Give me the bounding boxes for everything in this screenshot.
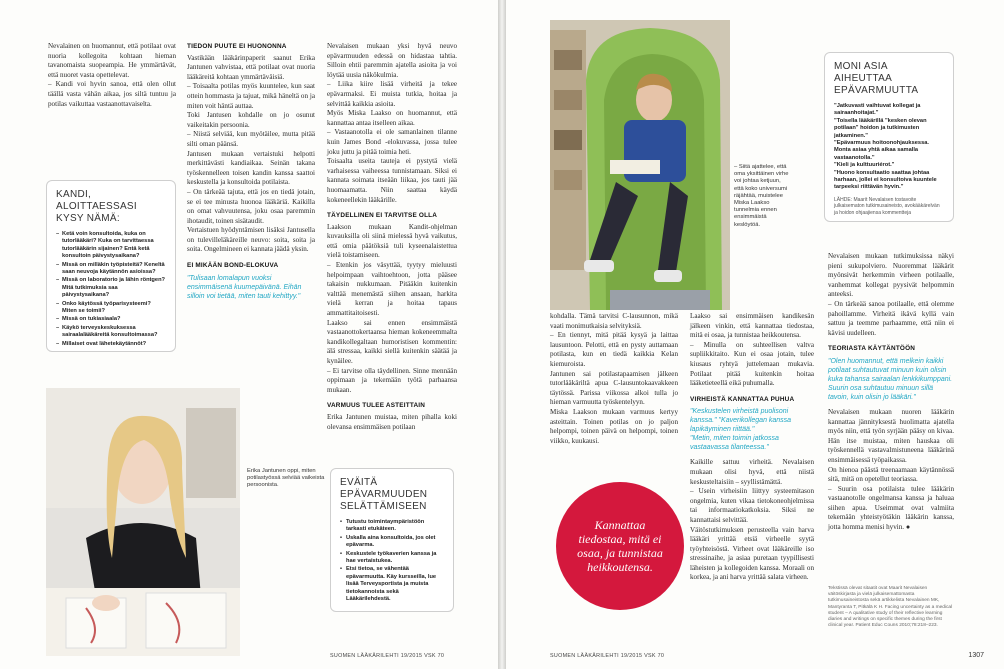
page-gutter (498, 0, 506, 669)
list-item: – Missä on milläkin työpisteitä? Keneltä saan neuvoja käytännön asioissa? (56, 262, 166, 277)
tips-box (330, 468, 454, 612)
box-source: LÄHDE: Maarit Nevalaisen tostavoite julkaisematon tutkimusaineisto, avokääkärelvän ja hoidon ohjaajiensa kommentteja (834, 196, 940, 216)
pull-quote-circle (556, 482, 684, 610)
column-3-text: Nevalaisen mukaan yksi hyvä neuvo epävarmuuden edessä on hidastaa tahtia. Silloin ehtii paremmin ajatella asioita ja voi löytää uusia näkökulmia. – Liika kiire lisää virheitä ja tekee epävarmaksi. Ei muista tutkia, hoitaa ja selvittää kaikkia asioita. Myös Miska Laakso on huomannut, että kannattaa antaa itselleen aikaa. – Vastaanotolla ei ole samanlainen tilanne kuin James Bond -elokuvassa, jossa tulee joku juttu ja pitää toimia heti. Toisaalta useita tauteja ei pystytä vielä varhaisessa vaiheessa tunnistamaan. Siksi ei kannata soimata itseään liikaa, jos tauti jää huomaamatta. Niin saattaa käydä kokeneellekin lääkärille. (327, 42, 457, 204)
list-item: • Etsi tietoa, se vähentää epävarmuutta. Käy kursseilla, lue lisää Terveysportista ja muista tietokannoista sekä Lääkärilehdestä. (340, 566, 444, 603)
quote-item: "Jatkuvasti vaihtuvat kollegat ja sairaanhoitajat." (834, 103, 921, 117)
photo-illustration (46, 388, 240, 656)
quote-item: "Epävarmuus hoitoonohjauksessa. Monta asiaa yhtä aikaa samalla vastaanotolla." (834, 140, 929, 161)
list-item: • Keskustele työkaverien kanssa ja hae vertaistukea. (340, 551, 444, 566)
subheading: VIRHEISTÄ KANNATTAA PUHUA (690, 395, 795, 403)
column-a-text: kohdalla. Tämä tarvitsi C-lausunnon, mikä vaati monimutkaisia selvityksiä. – En tiennyt, mitä pitää kysyä ja laittaa lausuntoon. Pelotti, että en pysty auttamaan potilasta, kun en tiedä kaikkia Kelan kiemuroista. Jantunen sai potilastapaamisen jälkeen tutorlääkäriltä apua C-lausuntokaavakkeen täytössä. Parissa viikossa alkoi tulla jo hieman varmuutta työskentelyyn. Miska Laakson mukaan varmuus kertyy asteittain. Toinen potilas on jo paljon helpompi, toinen päivä on helpompi, toinen viikko, kuukausi. (550, 312, 678, 445)
subheading: TÄYDELLINEN EI TARVITSE OLLA (327, 212, 438, 220)
page-footer: SUOMEN LÄÄKÄRILEHTI 19/2015 VSK 70 (550, 653, 665, 659)
photo-erika (46, 388, 240, 656)
checklist-list (56, 231, 166, 348)
column-3-text: Laakson mukaan Kandit-ohjelman kuvauksilla oli siinä mielessä hyvä vaikutus, että omia päätöksiä tuli kyseenalaistettua vielä toistamiseen. – Etenkin jos väsyttää, tyytyy mieluusti helpoimpaan vaihtoehtoon, jotta pääsee takaisin nukkumaan. Pitääkin kuitenkin valttää menemästä siihen ansaan, harkita vielä kerran ja hoitaa tapaus ammattitaitoisesti. Laakso sai ennen ensimmäistä vastaanottokertaansa hieman kokeneemmalta kandikollegaltaan humoristisen kommentin: älä stressaa, kaikki siellä kuitenkin säätää ja kynäilee. – Ei tarvitse olla täydellinen. Sinne mennään oppimaan ja tekemään työtä parhaansa mukaan. (327, 222, 457, 394)
quote-item: "Kieli ja kulttuuriérot." (834, 162, 895, 169)
photo-caption: Erika Jantunen oppi, miten potilastyössä selviää vaikeista persoonista. (247, 468, 325, 489)
uncertainty-title: MONI ASIA AIHEUTTAA EPÄVARMUUTTA (834, 61, 919, 96)
list-item: – Millaiset ovat lähetekäytännöt? (56, 341, 166, 348)
page-footer: SUOMEN LÄÄKÄRILEHTI 19/2015 VSK 70 (330, 653, 445, 659)
column-b-text: Kaikille sattuu virheitä. Nevalaisen mukaan olisi hyvä, että niistä keskusteltaisiin – syyllistämättä. – Usein virheisiin liittyy systeemitason ongelmia, kuten vikaa tietokoneohjelmissa tai informaatiokatkoksia. Siksi ne kannattaisi selvittää. Väitöstutkimuksen perusteella vain harva lääkäri yrittää etsiä virheelle syytä työyhteisöstä. Virheet ovat lääkäreille iso stressinaihe, ja asiaa puretaan tyypillisesti läheisten ja kollegoiden kanssa. Moraali on korkea, ja ani harva yrittää salata virheen. (690, 458, 814, 582)
list-item: – Ketä voin konsultoida, kuka on tutorlääkäri? Kuka on tarvittaessa tutorlääkärin sijainen? Entä ketä konsultoin päivystysaikana? (56, 231, 166, 261)
left-page (0, 0, 498, 669)
list-item: – Missä on tukiasiaala? (56, 316, 166, 323)
page-number: 1307 (968, 652, 984, 659)
checklist-title: KANDI, ALOITTAESSASI KYSY NÄMÄ: (56, 189, 137, 224)
photo-caption: – Siitä ajattelee, että oma yksittäinen virhe voi johtaa ketjuun, että koko universumi räjähtää, muistelee Miska Laakso tunnelmia ennen ensimmäistä keslöytöä. (734, 164, 789, 228)
subheading: VARMUUS TULEE ASTEITTAIN (327, 402, 426, 410)
subheading: EI MIKÄÄN BOND-ELOKUVA (187, 262, 279, 270)
column-2 (187, 42, 315, 307)
pull-quote: "Tulisaan lomalapun vuoksi ensimmäisenä kuumepäivänä. Eihän silloin voi tietää, miten tauti kehittyy." (187, 274, 302, 300)
list-item: – Missä on laboratorio ja lähin röntgen? Mitä tutkimuksia saa päivystysaikana? (56, 277, 166, 299)
reference-note: Tekstissä olevat sitaatit ovat Maarit Nevalaisen väitöskirjasta ja vielä julkaisemattomasta tutkimusaineistosta sekä artikkelista Nevalainen MK, Mantyranta T, Pitkälä K H. Facing uncertainty as a medical student – A qualitative study of their reflective learning diaries and writings on specific themes during the first clinical year. Patient Educ Couns 2010;78:218–223. (828, 586, 953, 629)
list-item: – Käykö terveyskeskuksessa sairaalalääkäreitä konsultoimassa? (56, 325, 166, 340)
right-page (506, 0, 1004, 669)
subheading: TIEDON PUUTE EI HUONONNA (187, 43, 287, 50)
photo-miska (550, 20, 730, 310)
quote-item: "Huono konsultaatio saattaa johtaa harhaan, jollei ei konsultoiva kuuntele tarpeeksi riittävän hyvin." (834, 169, 937, 191)
column-c-text: Nevalaisen mukaan tutkimuksissa näkyi pieni sukupolviero. Nuoremmat lääkärit myönsivät herkemmin virheen potilaalle, vanhemmat kollegat pyysivät helpommin anteeksi. – On tärkeää sanoa potilaalle, että olemme pahoillamme. Virheitä ikävä kyllä vain sattuu ja teemme parhaamme, että niin ei kävisi uudelleen. (828, 252, 954, 337)
checklist-box (46, 180, 176, 352)
pull-quote: "Olen huomannut, että melkein kaikki potilaat suhtautuvat minuun kuin olisin kuka tahansa sairaalan lenkkikumppani. Suurin osa suhtautuu minuun sillä tavoin, kuin olisin jo lääkäri." (828, 357, 953, 401)
column-a (550, 312, 678, 446)
column-b (690, 312, 814, 583)
column-1-intro (48, 42, 176, 109)
subheading: TEORIASTA KÄYTÄNTÖÖN (828, 345, 916, 353)
column-1-text: Nevalainen on huomannut, että potilaat ovat nuoria kollegoita kohtaan hieman tavanomaista suopeampia. He ymmärtävät, että nuoret vasta opettelevat. – Kandi voi hyvin sanoa, että olen ollut täällä vasta vähän aikaa, jos siltä tuntuu ja potilas vaikuttaa vastaanottavaiselta. (48, 42, 176, 108)
pull-quote-text: Kannattaa tiedostaa, mitä ei osaa, ja tunnistaa heikkoutensa. (577, 518, 663, 574)
list-item: • Tutustu toimintaympäristöön tarkasti etukäteen. (340, 519, 444, 534)
column-b-text: Laakso sai ensimmäisen kandikesän jälkeen vinkin, että kannattaa tiedostaa, mitä ei osaa, ja tunnistaa heikkoutensa. – Minulla on suhteellisen valtva supliikkitaito. Kun ei osaa jotain, tulee kiusaus ryhtyä juttelemaan mukavia. Potilaat pitää kuitenkin hoitaa lääketieteellä eikä puhumalla. (690, 312, 814, 388)
list-item: – Onko käytössä työparisysteemi? Miten se toimii? (56, 301, 166, 316)
column-c-text: Nevalaisen mukaan nuoren lääkärin kannattaa jännityksestä huolimatta ajatella myös niin, että työn syrjään pääsy on kivaa. Hän itse muistaa, miten hauskaa oli työskennellä vastavalmistuneena lääkärinä ensimmäisessä työpaikassa. On hienoa päästä treenaamaan käytännössä sitä, mitä on opetellut teoriassa. – Suurin osa potilaista tulee lääkärin vastaanotolle ongelmansa kanssa ja haluaa siihen apua. Useimmat ovat valmiita tekemään yhteistyötäkin lääkärin kanssa, jotta homma menisi hyvin. ● (828, 407, 954, 532)
photo-illustration (550, 20, 730, 310)
tips-title: EVÄITÄ EPÄVARMUUDEN SELÄTTÄMISEEN (340, 477, 428, 512)
tips-list (340, 519, 444, 603)
column-3 (327, 42, 457, 432)
column-3-text: Erika Jantunen muistaa, miten pihalla koki olevansa ensimmäisen potilaan (327, 412, 457, 431)
column-c (828, 252, 954, 533)
column-2-text: Vastikään lääkärinpaperit saanut Erika Jantunen vahvistaa, että potilaat ovat nuoria lääkäreitä kohtaan ymmärtäväisiä. – Toisaalta potilas myös kuuntelee, kun saat ottein hommasta ja tajuat, mikä häneltä on ja miten voit häntä auttaa. Toki Jantusen kohdalle on jo osunut vaikeitakin persoonia. – Niistä selviää, kun myötäilee, mutta pitää silti oman päänsä. Jantusen mukaan vertaistuki helpotti merkittävästi kandiaikaa. Seinän takana työskennelleen toisen kandin kanssa saattoi keskustella ja konsultoida potilaista. – On tärkeää tajuta, että jos en tiedä jotain, se ei tee minusta huonoa lääkäriä. Kaikilla on omat vahvuutensa, joku osaa paremmin ihotaudit, toinen sisätaudit. Vertaistuen hyödyntämisen lisäksi Jantusella on tulevilleläkäreille neuvo: soita, soita ja soita. Ongelmineen ei kannata jäädä yksin. (187, 53, 315, 254)
quote-item: "Toisella lääkärillä "kesken olevan potilaan" hoidon ja tutkimusten jatkaminen." (834, 117, 927, 139)
uncertainty-box (824, 52, 954, 222)
list-item: • Uskalla aina konsultoida, jos olet epävarma. (340, 535, 444, 550)
pull-quote: "Keskustelen virheistä puolisoni kanssa." "Kaverikollegan kanssa lapikäyminen riittää." "Metin, miten toimin jatkossa vastaavassa tilanteessa." (690, 408, 792, 452)
